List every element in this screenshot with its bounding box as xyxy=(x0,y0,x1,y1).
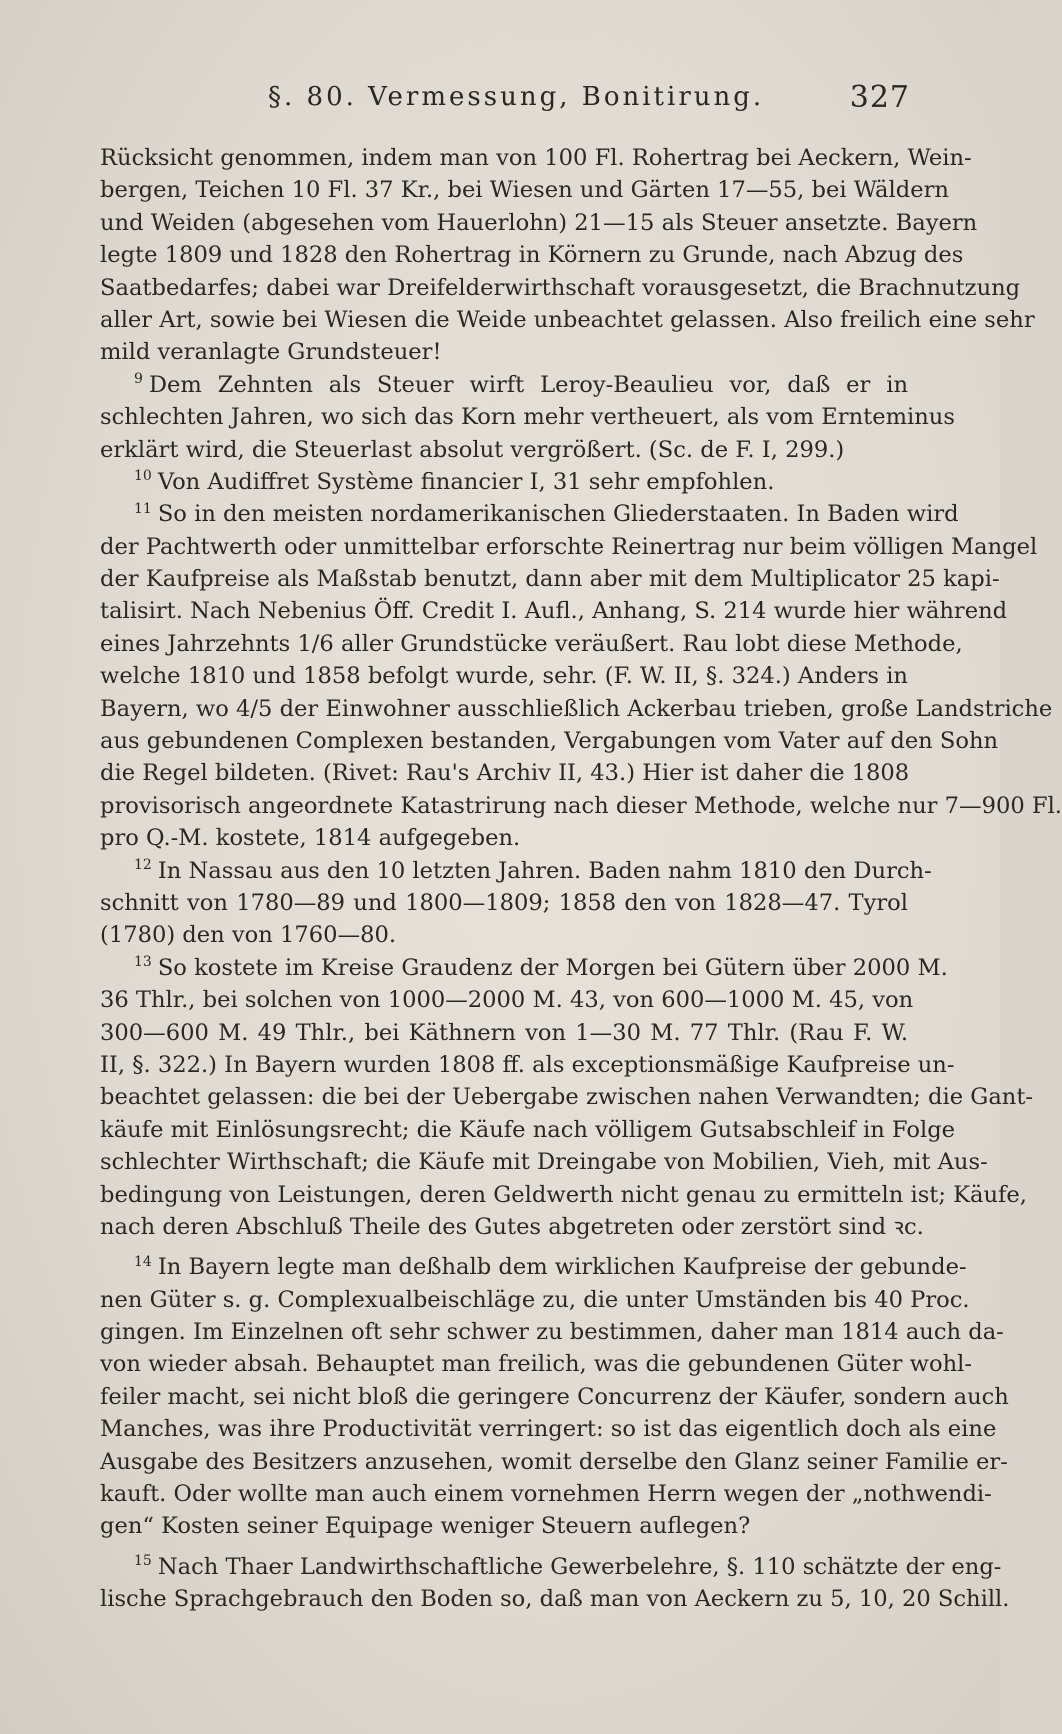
footnote-mark: 9 xyxy=(134,371,143,388)
footnote-text: So kostete im Kreise Graudenz der Morgen bei Gütern über 2000 M. xyxy=(157,954,948,981)
text-line: der Kaufpreise als Maßstab benutzt, dann aber mit dem Multiplicator 25 kapi- xyxy=(100,566,1000,593)
footnote-10-line xyxy=(100,466,908,498)
text-line: der Pachtwerth oder unmittelbar erforschte Reinertrag nur beim völligen Mangel xyxy=(100,533,1038,560)
text-line: und Weiden (abgesehen vom Hauerlohn) 21—15 als Steuer ansetzte. Bayern xyxy=(100,209,978,236)
running-head: §. 80. Vermessung, Bonitirung. xyxy=(268,82,765,112)
footnote-mark: 14 xyxy=(134,1253,152,1270)
text-line: talisirt. Nach Nebenius Öff. Credit I. Aufl., Anhang, S. 214 wurde hier während xyxy=(100,598,1008,625)
text-line: legte 1809 und 1828 den Rohertrag in Körnern zu Grunde, nach Abzug des xyxy=(100,242,964,269)
text-line: von wieder absah. Behauptet man freilich, was die gebundenen Güter wohl- xyxy=(100,1351,972,1378)
footnote-mark: 13 xyxy=(134,954,152,971)
text-line: Bayern, wo 4/5 der Einwohner ausschließlich Ackerbau trieben, große Landstriche xyxy=(100,695,1053,722)
text-line: kauft. Oder wollte man auch einem vornehmen Herrn wegen der „nothwendi- xyxy=(100,1481,992,1508)
text-line: II, §. 322.) In Bayern wurden 1808 ff. als exceptionsmäßige Kaufpreise un- xyxy=(100,1051,955,1078)
text-line: schlechten Jahren, wo sich das Korn mehr vertheuert, als vom Erntеminus xyxy=(100,404,955,431)
text-line: gingen. Im Einzelnen oft sehr schwer zu bestimmen, daher man 1814 auch da- xyxy=(100,1319,1004,1346)
footnote-mark: 10 xyxy=(134,468,152,485)
footnote-text: So in den meisten nordamerikanischen Gliederstaaten. In Baden wird xyxy=(157,501,959,528)
text-line: aus gebundenen Complexen bestanden, Vergabungen vom Vater auf den Sohn xyxy=(100,728,999,755)
text-line: aller Art, sowie bei Wiesen die Weide unbeachtet gelassen. Also freilich eine sehr xyxy=(100,306,1035,333)
footnote-text: Von Audiffret Système financier I, 31 sehr empfohlen. xyxy=(157,468,775,495)
text-line: lische Sprachgebrauch den Boden so, daß man von Aeckern zu 5, 10, 20 Schill. xyxy=(100,1586,1010,1613)
text-line: Rücksicht genommen, indem man von 100 Fl. Rohertrag bei Aeckern, Wein- xyxy=(100,145,972,171)
text-line: eines Jahrzehnts 1/6 aller Grundstücke veräußert. Rau lobt diese Methode, xyxy=(100,630,963,657)
text-line: nen Güter s. g. Complexualbeischläge zu, die unter Umständen bis 40 Proc. xyxy=(100,1286,970,1313)
text-line: käufe mit Einlösungsrecht; die Käufe nach völligem Gutsabschleif in Folge xyxy=(100,1116,956,1143)
footnote-text: Dem Zehnten als Steuer wirft Leroy-Beaulieu vor, daß er in xyxy=(148,371,908,398)
footnote-14-first-line xyxy=(100,1251,967,1283)
text-line: welche 1810 und 1858 befolgt wurde, sehr. (F. W. II, §. 324.) Anders in xyxy=(100,663,908,690)
text-line: beachtet gelassen: die bei der Uebergabe zwischen nahen Verwandten; die Gant- xyxy=(100,1084,1034,1111)
text-line: provisorisch angeordnete Katastrirung nach dieser Methode, welche nur 7—900 Fl. xyxy=(100,792,1062,819)
footnote-text: In Bayern legte man deßhalb dem wirklichen Kaufpreise der gebunde- xyxy=(157,1254,967,1281)
footnote-13-first-line xyxy=(100,952,948,984)
text-line: Saatbedarfes; dabei war Dreifelderwirthschaft vorausgesetzt, die Brachnutzung xyxy=(100,274,1021,301)
text-line: erklärt wird, die Steuerlast absolut vergrößert. (Sc. de F. I, 299.) xyxy=(100,436,845,463)
text-line: bedingung von Leistungen, deren Geldwerth nicht genau zu ermitteln ist; Käufe, xyxy=(100,1181,1027,1208)
footnote-15-first-line xyxy=(100,1551,1002,1583)
body-text xyxy=(100,142,1062,1616)
text-line: 300—600 M. 49 Thlr., bei Käthnern von 1—30 M. 77 Thlr. (Rau F. W. xyxy=(100,1019,908,1046)
text-line: die Regel bildeten. (Rivet: Rau's Archiv II, 43.) Hier ist daher die 1808 xyxy=(100,760,910,787)
text-line: schnitt von 1780—89 und 1800—1809; 1858 den von 1828—47. Tyrol xyxy=(100,889,908,916)
text-line: 36 Thlr., bei solchen von 1000—2000 M. 43, von 600—1000 M. 45, von xyxy=(100,987,914,1014)
footnote-11-first-line xyxy=(100,498,959,530)
footnote-text: Nach Thaer Landwirthschaftliche Gewerbelehre, §. 110 schätzte der eng- xyxy=(157,1553,1002,1580)
footnote-12-first-line xyxy=(100,855,932,887)
footnote-text: In Nassau aus den 10 letzten Jahren. Baden nahm 1810 den Durch- xyxy=(157,857,932,884)
text-line: schlechter Wirthschaft; die Käufe mit Dreingabe von Mobilien, Vieh, mit Aus- xyxy=(100,1149,988,1176)
text-line: bergen, Teichen 10 Fl. 37 Kr., bei Wiesen und Gärten 17—55, bei Wäldern xyxy=(100,177,949,204)
footnote-mark: 11 xyxy=(134,500,152,517)
text-line: pro Q.-M. kostete, 1814 aufgegeben. xyxy=(100,825,521,852)
text-line: gen“ Kosten seiner Equipage weniger Steuern auflegen? xyxy=(100,1513,751,1540)
footnote-9-first-line xyxy=(100,369,908,401)
text-line: feiler macht, sei nicht bloß die geringere Concurrenz der Käufer, sondern auch xyxy=(100,1383,1009,1410)
page-header xyxy=(98,82,910,122)
footnote-mark: 12 xyxy=(134,857,152,874)
footnote-mark: 15 xyxy=(134,1553,152,1570)
page-number: 327 xyxy=(849,80,910,115)
text-line: Ausgabe des Besitzers anzusehen, womit derselbe den Glanz seiner Familie er- xyxy=(100,1448,1008,1475)
text-line: Manches, was ihre Productivität verringert: so ist das eigentlich doch als eine xyxy=(100,1416,997,1443)
text-line: mild veranlagte Grundsteuer! xyxy=(100,339,442,366)
text-line: nach deren Abschluß Theile des Gutes abgetreten oder zerstört sind ꝛc. xyxy=(100,1213,924,1240)
text-line: (1780) den von 1760—80. xyxy=(100,922,397,949)
